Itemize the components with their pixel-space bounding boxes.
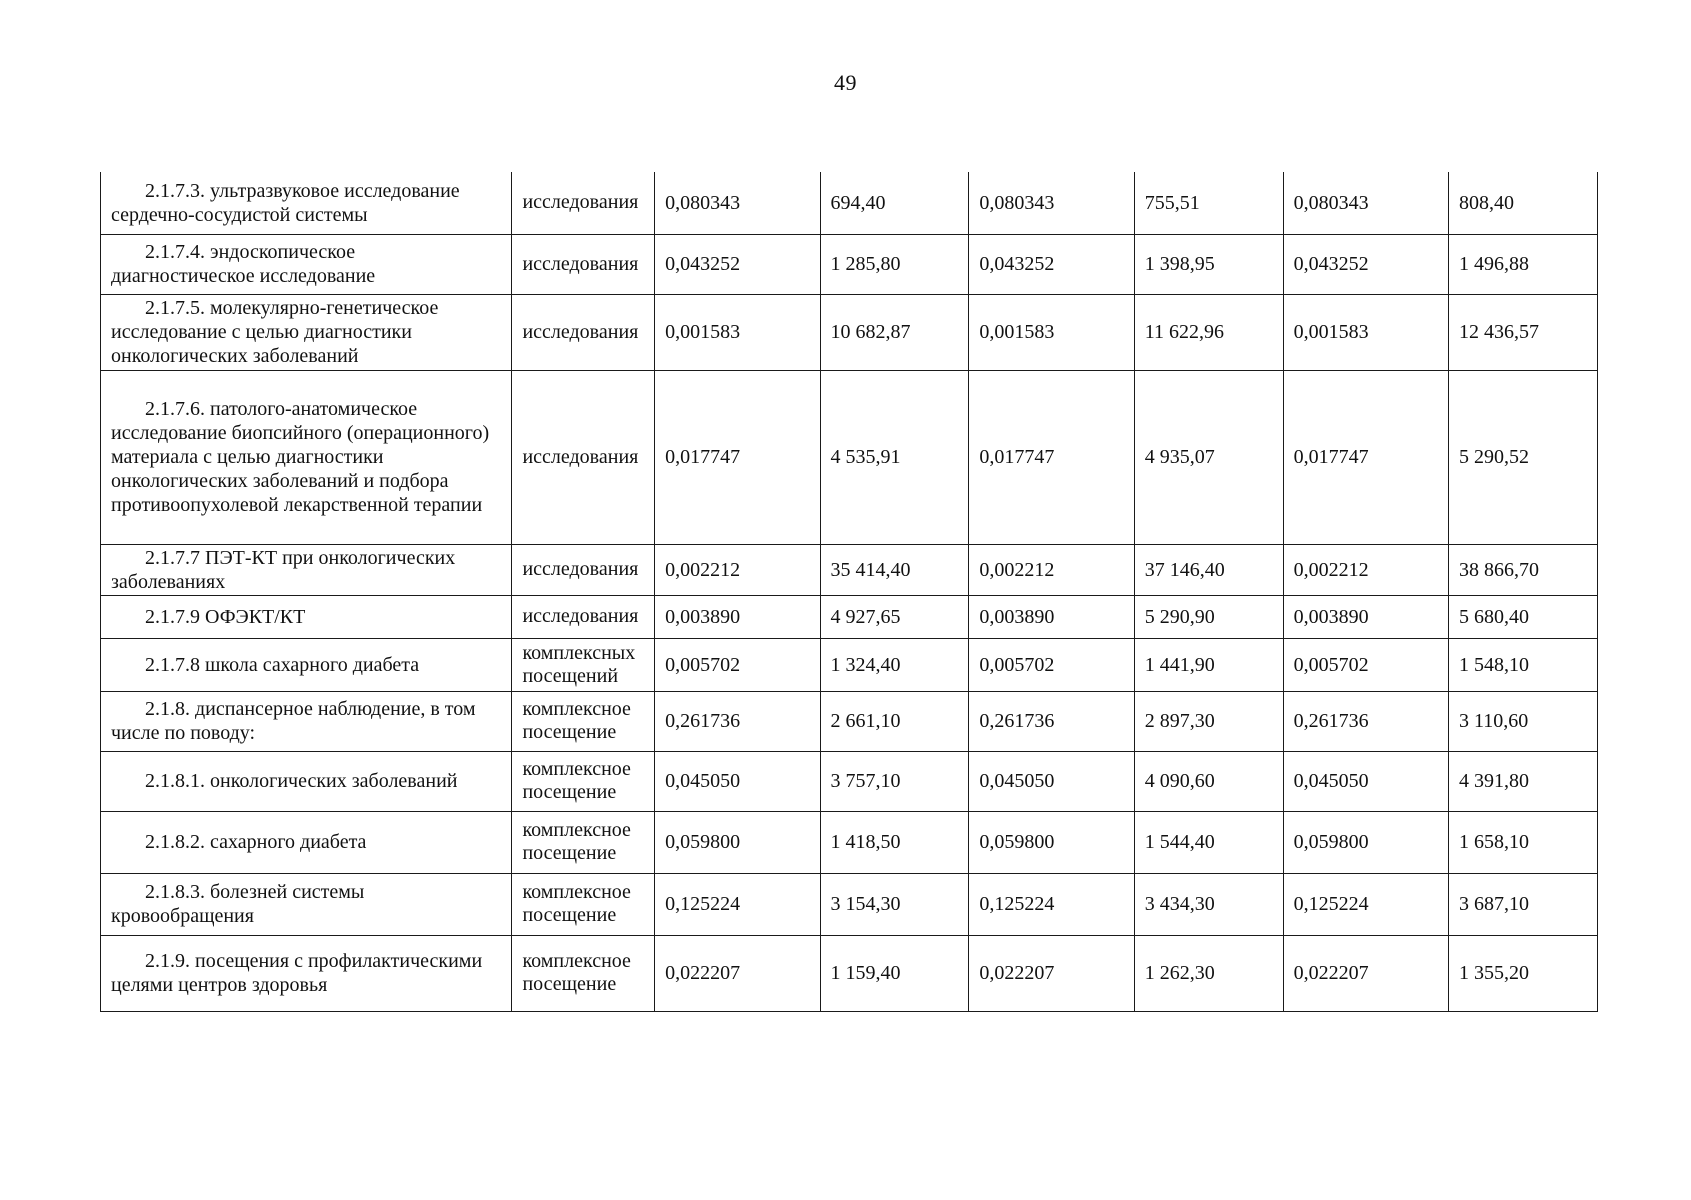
row-value: 1 544,40: [1134, 811, 1283, 873]
row-value: 4 935,07: [1134, 370, 1283, 544]
row-value: 0,059800: [969, 811, 1134, 873]
row-value: 1 324,40: [820, 638, 969, 691]
row-value: 0,043252: [655, 234, 820, 294]
row-value: 0,005702: [655, 638, 820, 691]
row-value: 0,002212: [1283, 544, 1448, 595]
row-name: 2.1.7.5. молекулярно-генетическое исследование с целью диагностики онкологических заболеваний: [101, 294, 512, 370]
row-name: 2.1.7.6. патолого-анатомическое исследование биопсийного (операционного) материала с целью диагностики онкологических заболеваний и подбора противоопухолевой лекарственной терапии: [101, 370, 512, 544]
row-unit: комплексное посещение: [512, 873, 655, 935]
row-value: 694,40: [820, 172, 969, 234]
row-value: 1 262,30: [1134, 935, 1283, 1011]
row-value: 0,017747: [655, 370, 820, 544]
table-row: [101, 370, 1598, 544]
row-value: 0,005702: [1283, 638, 1448, 691]
row-value: 1 398,95: [1134, 234, 1283, 294]
table-body: [101, 172, 1598, 1011]
row-name: 2.1.7.7 ПЭТ-КТ при онкологических заболеваниях: [101, 544, 512, 595]
row-value: 0,043252: [1283, 234, 1448, 294]
row-value: 0,125224: [969, 873, 1134, 935]
row-unit: комплексное посещение: [512, 691, 655, 751]
row-value: 808,40: [1449, 172, 1598, 234]
row-unit: исследования: [512, 172, 655, 234]
row-value: 1 658,10: [1449, 811, 1598, 873]
row-value: 0,059800: [1283, 811, 1448, 873]
row-value: 0,261736: [655, 691, 820, 751]
row-value: 1 496,88: [1449, 234, 1598, 294]
row-value: 0,043252: [969, 234, 1134, 294]
page-number: 49: [834, 70, 857, 95]
table-row: [101, 811, 1598, 873]
row-value: 0,001583: [655, 294, 820, 370]
row-value: 2 897,30: [1134, 691, 1283, 751]
row-value: 0,022207: [969, 935, 1134, 1011]
row-value: 4 535,91: [820, 370, 969, 544]
row-value: 4 090,60: [1134, 751, 1283, 811]
row-value: 0,261736: [969, 691, 1134, 751]
row-value: 12 436,57: [1449, 294, 1598, 370]
row-value: 0,002212: [969, 544, 1134, 595]
table-row: [101, 595, 1598, 638]
row-value: 0,022207: [1283, 935, 1448, 1011]
row-unit: комплексных посещений: [512, 638, 655, 691]
row-name: 2.1.8.2. сахарного диабета: [101, 811, 512, 873]
row-value: 0,001583: [1283, 294, 1448, 370]
table-row: [101, 751, 1598, 811]
row-value: 3 434,30: [1134, 873, 1283, 935]
row-unit: комплексное посещение: [512, 935, 655, 1011]
row-unit: исследования: [512, 294, 655, 370]
row-value: 0,080343: [1283, 172, 1448, 234]
row-value: 37 146,40: [1134, 544, 1283, 595]
table-row: [101, 172, 1598, 234]
table-row: [101, 935, 1598, 1011]
row-value: 0,125224: [655, 873, 820, 935]
row-unit: исследования: [512, 544, 655, 595]
table-row: [101, 544, 1598, 595]
row-value: 3 757,10: [820, 751, 969, 811]
row-value: 0,045050: [1283, 751, 1448, 811]
row-value: 0,261736: [1283, 691, 1448, 751]
row-value: 0,002212: [655, 544, 820, 595]
row-name: 2.1.8. диспансерное наблюдение, в том числе по поводу:: [101, 691, 512, 751]
row-value: 2 661,10: [820, 691, 969, 751]
row-value: 3 154,30: [820, 873, 969, 935]
row-value: 10 682,87: [820, 294, 969, 370]
table-row: [101, 234, 1598, 294]
row-unit: комплексное посещение: [512, 751, 655, 811]
row-value: 0,080343: [969, 172, 1134, 234]
tariff-table: [100, 172, 1598, 1012]
row-value: 11 622,96: [1134, 294, 1283, 370]
row-value: 0,017747: [1283, 370, 1448, 544]
row-value: 0,059800: [655, 811, 820, 873]
row-value: 0,022207: [655, 935, 820, 1011]
row-value: 5 290,90: [1134, 595, 1283, 638]
row-name: 2.1.7.3. ультразвуковое исследование сердечно-сосудистой системы: [101, 172, 512, 234]
table-row: [101, 873, 1598, 935]
row-value: 0,001583: [969, 294, 1134, 370]
row-name: 2.1.7.4. эндоскопическое диагностическое исследование: [101, 234, 512, 294]
row-value: 0,045050: [655, 751, 820, 811]
row-value: 4 927,65: [820, 595, 969, 638]
row-value: 38 866,70: [1449, 544, 1598, 595]
table-row: [101, 691, 1598, 751]
row-value: 35 414,40: [820, 544, 969, 595]
row-unit: исследования: [512, 370, 655, 544]
table-row: [101, 638, 1598, 691]
row-name: 2.1.9. посещения с профилактическими целями центров здоровья: [101, 935, 512, 1011]
row-value: 0,017747: [969, 370, 1134, 544]
row-value: 0,005702: [969, 638, 1134, 691]
row-value: 0,003890: [655, 595, 820, 638]
row-unit: комплексное посещение: [512, 811, 655, 873]
row-value: 755,51: [1134, 172, 1283, 234]
row-value: 4 391,80: [1449, 751, 1598, 811]
row-value: 1 159,40: [820, 935, 969, 1011]
row-value: 3 687,10: [1449, 873, 1598, 935]
row-value: 0,003890: [969, 595, 1134, 638]
row-unit: исследования: [512, 234, 655, 294]
row-value: 1 285,80: [820, 234, 969, 294]
row-value: 3 110,60: [1449, 691, 1598, 751]
table-row: [101, 294, 1598, 370]
row-name: 2.1.7.9 ОФЭКТ/КТ: [101, 595, 512, 638]
row-value: 5 680,40: [1449, 595, 1598, 638]
row-value: 0,003890: [1283, 595, 1448, 638]
row-name: 2.1.7.8 школа сахарного диабета: [101, 638, 512, 691]
row-value: 5 290,52: [1449, 370, 1598, 544]
row-value: 0,080343: [655, 172, 820, 234]
row-unit: исследования: [512, 595, 655, 638]
row-value: 0,125224: [1283, 873, 1448, 935]
row-value: 0,045050: [969, 751, 1134, 811]
row-value: 1 355,20: [1449, 935, 1598, 1011]
row-name: 2.1.8.3. болезней системы кровообращения: [101, 873, 512, 935]
row-value: 1 548,10: [1449, 638, 1598, 691]
row-value: 1 441,90: [1134, 638, 1283, 691]
row-name: 2.1.8.1. онкологических заболеваний: [101, 751, 512, 811]
row-value: 1 418,50: [820, 811, 969, 873]
